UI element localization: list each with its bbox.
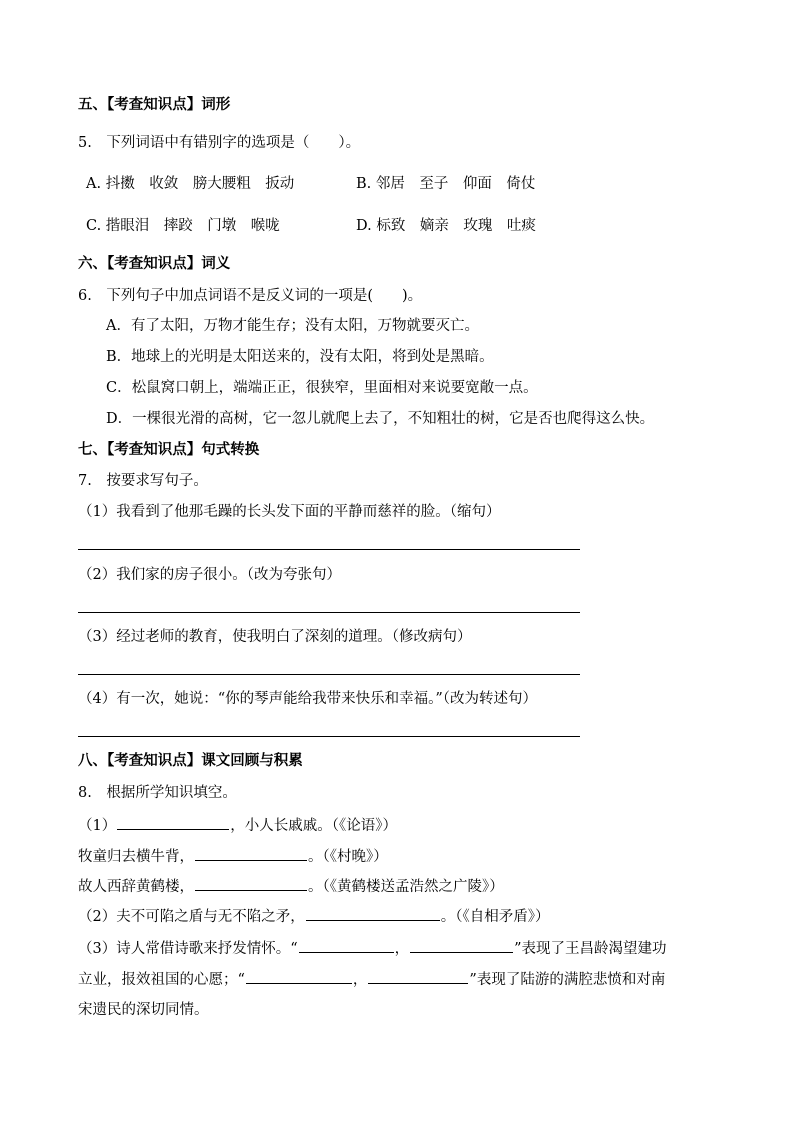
fill-blank[interactable] (117, 815, 229, 830)
q8-line-2 (78, 846, 388, 867)
q7-item-1: （1）我看到了他那毛躁的长头发下面的平静而慈祥的脸。（缩句） (78, 504, 501, 520)
fill-blank[interactable] (246, 969, 352, 984)
q8-line-4-prefix: （2）夫不可陷之盾与无不陷之矛， (78, 909, 305, 925)
question-5: 5. 下列词语中有错别字的选项是（ ）。 (78, 135, 361, 151)
answer-line-2[interactable] (78, 612, 580, 613)
question-6: 6. 下列句子中加点词语不是反义词的一项是( )。 (78, 288, 423, 304)
q8-line-5-suffix: ”表现了王昌龄渴望建功 (514, 941, 667, 957)
q8-line-3-prefix: 故人西辞黄鹤楼， (78, 879, 194, 895)
q5-option-b: B. 邻居 至子 仰面 倚仗 (356, 176, 536, 192)
fill-blank[interactable] (410, 938, 513, 953)
q8-line-7: 宋遗民的深切同情。 (78, 1002, 209, 1018)
q8-line-4-suffix: 。（《自相矛盾》） (440, 909, 550, 925)
section-7-heading: 七、【考查知识点】句式转换 (78, 442, 260, 458)
answer-line-1[interactable] (78, 549, 580, 550)
q5-option-a: A. 抖擞 收敛 膀大腰粗 扳动 (86, 176, 295, 192)
q5-option-c: C. 揩眼泪 摔跤 门墩 喉咙 (86, 218, 280, 234)
fill-blank[interactable] (195, 876, 307, 891)
q8-line-2-prefix: 牧童归去横牛背， (78, 849, 194, 865)
q8-line-5-prefix: （3）诗人常借诗歌来抒发情怀。“ (78, 941, 298, 957)
q5-option-d: D. 标致 嫡亲 玫瑰 吐痰 (356, 218, 536, 234)
fill-blank[interactable] (306, 906, 440, 921)
q8-line-3 (78, 876, 504, 897)
fill-blank[interactable] (195, 846, 307, 861)
answer-line-3[interactable] (78, 674, 580, 675)
q6-option-d: D．一棵很光滑的高树，它一忽儿就爬上去了，不知粗壮的树，它是否也爬得这么快。 (106, 411, 655, 427)
q7-item-2: （2）我们家的房子很小。（改为夸张句） (78, 567, 341, 583)
q6-option-c: C．松鼠窝口朝上，端端正正，很狭窄，里面相对来说要宽敞一点。 (106, 380, 538, 396)
q7-item-3: （3）经过老师的教育，使我明白了深刻的道理。（修改病句） (78, 629, 472, 645)
q8-line-6-suffix: ”表现了陆游的满腔悲愤和对南 (469, 972, 666, 988)
answer-line-4[interactable] (78, 736, 580, 737)
q8-line-2-suffix: 。（《村晚》） (308, 849, 388, 865)
section-6-heading: 六、【考查知识点】词义 (78, 256, 231, 272)
q8-line-6 (78, 969, 665, 990)
q8-line-3-suffix: 。（《黄鹤楼送孟浩然之广陵》） (308, 879, 504, 895)
question-8: 8. 根据所学知识填空。 (78, 785, 237, 801)
section-8-heading: 八、【考查知识点】课文回顾与积累 (78, 753, 303, 769)
q8-line-4 (78, 906, 549, 927)
q6-option-a: A．有了太阳，万物才能生存；没有太阳，万物就要灭亡。 (106, 318, 479, 334)
q8-line-1-prefix: （1） (78, 818, 117, 834)
q8-line-1 (78, 815, 397, 836)
section-5-heading: 五、【考查知识点】词形 (78, 97, 231, 113)
q8-line-5-mid: ， (394, 941, 410, 957)
question-7: 7. 按要求写句子。 (78, 473, 208, 489)
fill-blank[interactable] (299, 938, 394, 953)
q8-line-5 (78, 938, 667, 959)
q8-line-1-suffix: ，小人长戚戚。（《论语》） (230, 818, 397, 834)
q8-line-6-prefix: 立业，报效祖国的心愿；“ (78, 972, 245, 988)
q7-item-4: （4）有一次，她说：“你的琴声能给我带来快乐和幸福。”（改为转述句） (78, 691, 538, 707)
fill-blank[interactable] (368, 969, 468, 984)
q6-option-b: B．地球上的光明是太阳送来的，没有太阳，将到处是黑暗。 (106, 349, 494, 365)
q8-line-6-mid: ， (352, 972, 368, 988)
